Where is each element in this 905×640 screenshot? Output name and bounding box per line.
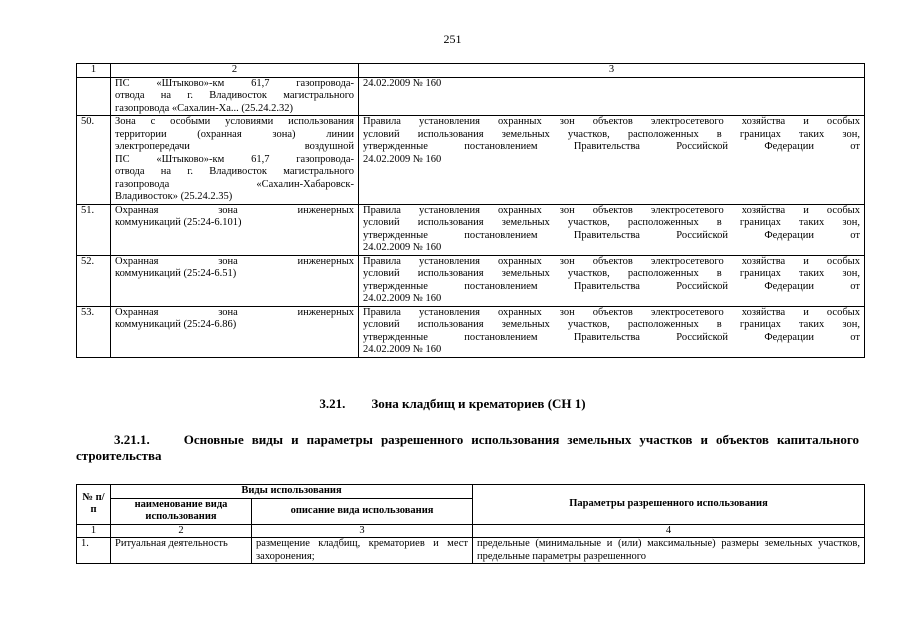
zone-name-line: ПС «Штыково»-км 61,7 газопровода- [115, 77, 354, 89]
zone-regulation-line: Правила установления охранных зон объектов электросетевого хозяйства и особых [363, 255, 860, 267]
zone-name-line: отвода на г. Владивосток магистрального [115, 166, 354, 177]
use-description: размещение кладбищ, крематориев и мест захоронения; [252, 538, 473, 564]
col-number-2: 2 [111, 524, 252, 538]
zone-name-line: Охранная зона инженерных [115, 204, 354, 216]
zone-name-line: Владивосток» (25.24.2.35) [115, 191, 233, 202]
zone-regulation-line: Правила установления охранных зон объектов электросетевого хозяйства и особых [363, 204, 860, 216]
zone-name-line: коммуникаций (25:24-6.86) [115, 319, 237, 330]
header-row-1 [77, 485, 865, 499]
section-title: Зона кладбищ и крематориев (СН 1) [371, 396, 586, 411]
zone-name-line: газопровода «Сахалин-Ха... (25.24.2.32) [115, 102, 293, 114]
zone-name-line: электропередачи воздушной [115, 141, 354, 152]
zone-regulation-line: утвержденные постановлением Правительства Российской Федерации от [363, 331, 860, 343]
zone-name-line: коммуникаций (25:24-6.51) [115, 268, 237, 279]
header-desc: описание вида использования [252, 498, 473, 524]
col-header-3: 3 [359, 64, 865, 78]
zone-name [111, 306, 359, 357]
page-number: 251 [443, 32, 462, 46]
zone-regulation-line: утвержденные постановлением Правительства Российской Федерации от [363, 280, 860, 292]
zone-regulation [359, 255, 865, 306]
zone-regulation [359, 306, 865, 357]
row-number: 52. [77, 255, 111, 306]
zone-name-line: газопровода «Сахалин-Хабаровск- [115, 178, 354, 190]
table-row [77, 204, 865, 255]
table-row [77, 538, 865, 564]
col-number-4: 4 [473, 524, 865, 538]
header-name: наименование вида использования [111, 498, 252, 524]
zone-name-line: коммуникаций (25:24-6.101) [115, 217, 242, 228]
zone-name-line: ПС «Штыково»-км 61,7 газопровода- [115, 153, 354, 165]
row-number: 51. [77, 204, 111, 255]
col-header-2: 2 [111, 64, 359, 78]
header-uses: Виды использования [111, 485, 473, 499]
col-number-1: 1 [77, 524, 111, 538]
zone-regulation-line: условий использования земельных участков, расположенных в границах таких зон, [363, 217, 860, 228]
zone-name [111, 116, 359, 205]
section-number: 3.21. [319, 396, 346, 411]
zones-table [76, 63, 865, 358]
zone-regulation [359, 116, 865, 205]
zone-name-line: Зона с особыми условиями использования [115, 116, 354, 127]
zone-regulation-line: условий использования земельных участков, расположенных в границах таких зон, [363, 268, 860, 279]
table-row [77, 116, 865, 205]
zone-name [111, 77, 359, 116]
zone-name-line: Охранная зона инженерных [115, 306, 354, 318]
zone-regulation-line: Правила установления охранных зон объектов электросетевого хозяйства и особых [363, 306, 860, 318]
row-number: 1. [77, 538, 111, 564]
zone-name-line: Охранная зона инженерных [115, 255, 354, 267]
zone-regulation-line: 24.02.2009 № 160 [363, 344, 442, 355]
zone-regulation-line: условий использования земельных участков, расположенных в границах таких зон, [363, 128, 860, 140]
row-number: 53. [77, 306, 111, 357]
zone-name-line: отвода на г. Владивосток магистрального [115, 90, 354, 101]
zone-regulation [359, 204, 865, 255]
row-number: 50. [77, 116, 111, 205]
col-number-row [77, 524, 865, 538]
zone-regulation-line: 24.02.2009 № 160 [363, 293, 442, 304]
zone-name [111, 255, 359, 306]
zone-regulation-line: 24.02.2009 № 160 [363, 77, 442, 89]
zone-regulation-line: Правила установления охранных зон объектов электросетевого хозяйства и особых [363, 116, 860, 127]
header-params: Параметры разрешенного использования [473, 485, 865, 525]
zone-name-line: территории (охранная зона) линии [115, 128, 354, 140]
zone-regulation [359, 77, 865, 116]
header-num: № п/п [77, 485, 111, 525]
zone-regulation-line: утвержденные постановлением Правительства Российской Федерации от [363, 141, 860, 152]
zone-name [111, 204, 359, 255]
use-name: Ритуальная деятельность [111, 538, 252, 564]
subsection-number: 3.21.1. [114, 432, 150, 447]
col-number-3: 3 [252, 524, 473, 538]
table-row [77, 306, 865, 357]
subsection-heading [76, 432, 859, 464]
header-row [77, 64, 865, 78]
subsection-title: Основные виды и параметры разрешенного использования земельных участков и объектов капитального строительства [76, 432, 859, 463]
use-parameters: предельные (минимальные и (или) максимальные) размеры земельных участков, предельные параметры разрешенного [473, 538, 865, 564]
permitted-use-table [76, 484, 865, 564]
row-number [77, 77, 111, 116]
zone-regulation-line: условий использования земельных участков, расположенных в границах таких зон, [363, 319, 860, 330]
table-row [77, 255, 865, 306]
section-heading [0, 396, 905, 412]
table-row [77, 77, 865, 116]
zone-regulation-line: 24.02.2009 № 160 [363, 242, 442, 253]
zone-regulation-line: 24.02.2009 № 160 [363, 153, 442, 165]
col-header-1: 1 [77, 64, 111, 78]
zone-regulation-line: утвержденные постановлением Правительства Российской Федерации от [363, 229, 860, 241]
